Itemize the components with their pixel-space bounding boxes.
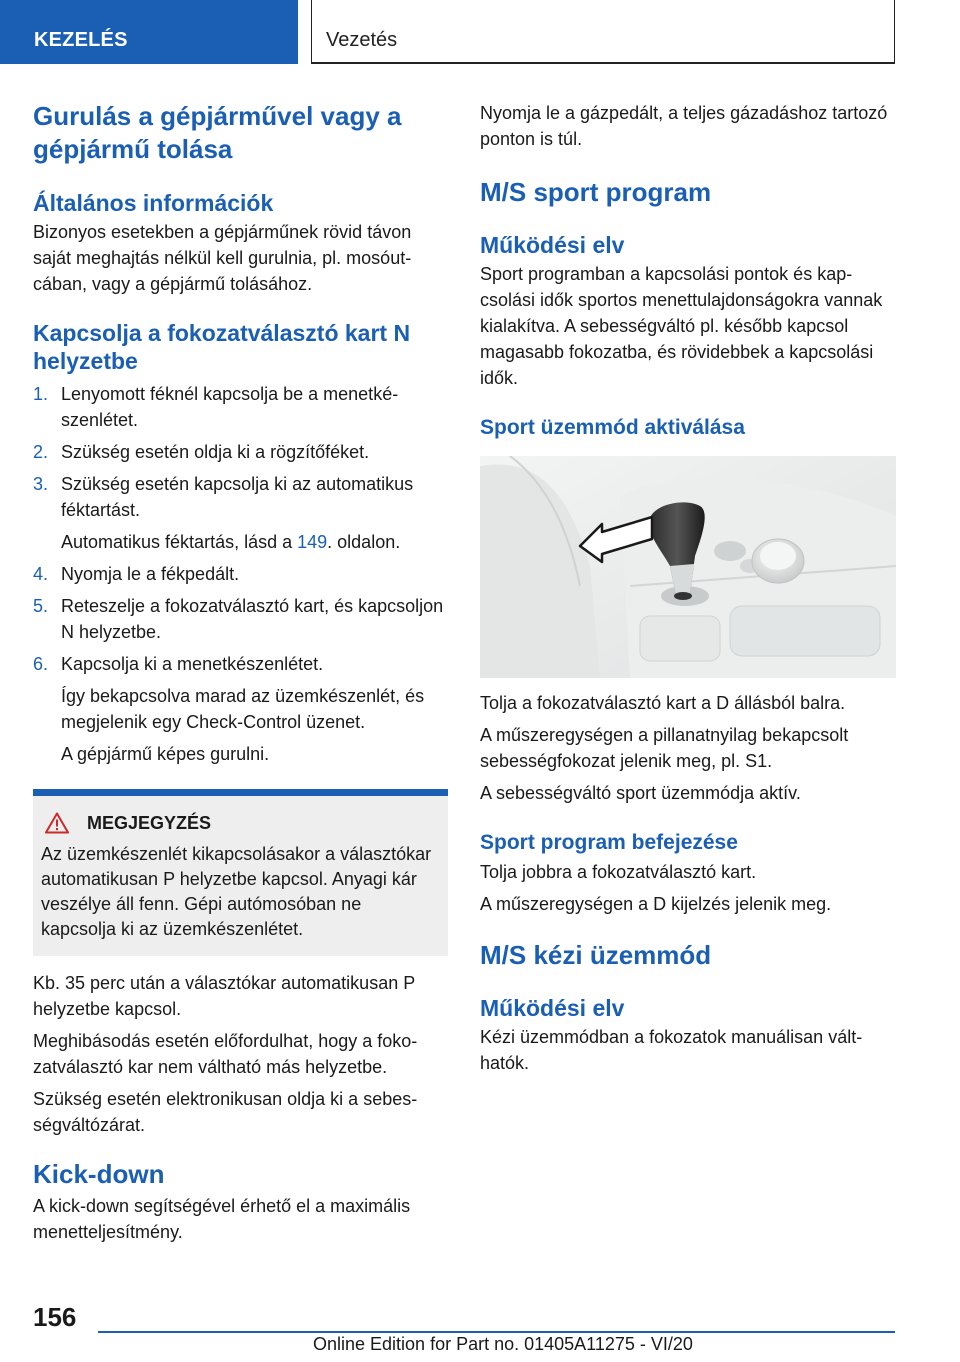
manual-text: Kézi üzemmódban a fokozatok manuálisan válthatók. bbox=[480, 1027, 863, 1073]
step-text: Szükség esetén oldja ki a rögzítőféket. bbox=[61, 442, 370, 462]
activation-heading: Sport üzemmód aktiválása bbox=[480, 416, 745, 439]
step-number: 1. bbox=[33, 384, 49, 404]
notice-text: Az üzemkészenlét kikapcsolásakor a választókar automatikusan P helyzetbe kapcsol. Anyagi kár veszélye áll fenn. Gépi autómosóban ne kapcsolja ki az üzemkészenlétet. bbox=[41, 844, 432, 939]
step-text: Nyomja le a fékpedált. bbox=[61, 564, 240, 584]
activation-step: Tolja a fokozatválasztó kart a D állásból balra. bbox=[480, 693, 846, 713]
reference-suffix: . oldalon. bbox=[327, 532, 401, 552]
left-column bbox=[33, 100, 448, 1245]
step-text: Szükség esetén kapcsolja ki az automatikus féktartást. bbox=[61, 474, 414, 520]
chapter-title: Vezetés bbox=[311, 0, 895, 64]
warning-triangle-icon bbox=[45, 812, 69, 834]
end-heading: Sport program befejezése bbox=[480, 831, 738, 854]
step-number: 4. bbox=[33, 564, 49, 584]
list-item bbox=[33, 593, 448, 645]
intro-text: Nyomja le a gázpedált, a teljes gázadáshoz tartozó ponton is túl. bbox=[480, 103, 888, 149]
step-list bbox=[33, 381, 448, 767]
reference-text: Automatikus féktartás, lásd a bbox=[61, 532, 298, 552]
principle-heading: Működési elv bbox=[480, 232, 625, 258]
ms-sport-heading: M/S sport program bbox=[480, 177, 712, 207]
list-item bbox=[33, 561, 448, 587]
step-number: 5. bbox=[33, 596, 49, 616]
paragraph: Meghibásodás esetén előfordulhat, hogy a fokozatválasztó kar nem váltható más helyzetbe. bbox=[33, 1031, 418, 1077]
page-number: 156 bbox=[33, 1302, 77, 1332]
step-number: 6. bbox=[33, 654, 49, 674]
right-column bbox=[480, 100, 896, 1076]
activation-status: A sebességváltó sport üzemmódja aktív. bbox=[480, 783, 801, 803]
list-item bbox=[33, 439, 448, 465]
section-tab: KEZELÉS bbox=[0, 0, 298, 64]
end-step: Tolja jobbra a fokozatválasztó kart. bbox=[480, 862, 757, 882]
step-number: 3. bbox=[33, 474, 49, 494]
principle-text: Sport programban a kapcsolási pontok és kapcsolási idők sportos menettulajdonságokra vannak kialakítva. A sebességváltó pl. később kapcsol magasabb fokozatba, és rövidebbek a kapcsolási idők. bbox=[480, 264, 883, 388]
step-text: Reteszelje a fokozatválasztó kart, és kapcsoljon N helyzetbe. bbox=[61, 596, 444, 642]
activation-display: A műszeregységen a pillanatnyilag bekapcsolt sebességfokozat jelenik meg, pl. S1. bbox=[480, 725, 849, 771]
manual-principle-heading: Működési elv bbox=[480, 995, 625, 1021]
kickdown-heading: Kick-down bbox=[33, 1159, 165, 1189]
step-reference bbox=[61, 529, 448, 555]
step-detail: Így bekapcsolva marad az üzemkészenlét, és megjelenik egy Check-Control üzenet. bbox=[61, 686, 425, 732]
step-text: Kapcsolja ki a menetkészenlétet. bbox=[61, 654, 324, 674]
footer-divider bbox=[98, 1331, 895, 1333]
notice-box bbox=[33, 789, 448, 956]
notice-header bbox=[41, 812, 440, 834]
manual-mode-heading: M/S kézi üzemmód bbox=[480, 940, 712, 970]
list-item bbox=[33, 381, 448, 433]
general-text: Bizonyos esetekben a gépjárműnek rövid távon saját meghajtás nélkül kell gurulnia, pl. mosóutcában, vagy a gépjármű tolásához. bbox=[33, 222, 412, 294]
end-display: A műszeregységen a D kijelzés jelenik meg. bbox=[480, 894, 832, 914]
gear-selector-photo bbox=[480, 456, 896, 678]
step-detail: A gépjármű képes gurulni. bbox=[61, 744, 270, 764]
paragraph: Szükség esetén elektronikusan oldja ki a sebességváltózárat. bbox=[33, 1089, 418, 1135]
step-number: 2. bbox=[33, 442, 49, 462]
step-text: Lenyomott féknél kapcsolja be a menetkészenlétet. bbox=[61, 384, 399, 430]
paragraph: Kb. 35 perc után a választókar automatikusan P helyzetbe kapcsol. bbox=[33, 973, 415, 1019]
list-item bbox=[33, 471, 448, 555]
kickdown-text: A kick-down segítségével érhető el a maximális menetteljesítmény. bbox=[33, 1196, 411, 1242]
page-title: Gurulás a gépjárművel vagy a gépjármű tolása bbox=[33, 101, 402, 164]
notice-title: MEGJEGYZÉS bbox=[87, 812, 212, 833]
gear-selector-illustration bbox=[480, 456, 896, 678]
page-link[interactable]: 149 bbox=[297, 532, 328, 552]
general-heading: Általános információk bbox=[33, 190, 274, 216]
n-position-heading: Kapcsolja a fokozatválasztó kart N helyzetbe bbox=[33, 320, 411, 374]
edition-text: Online Edition for Part no. 01405A11275 - VI/20 bbox=[313, 1334, 693, 1354]
list-item bbox=[33, 651, 448, 767]
